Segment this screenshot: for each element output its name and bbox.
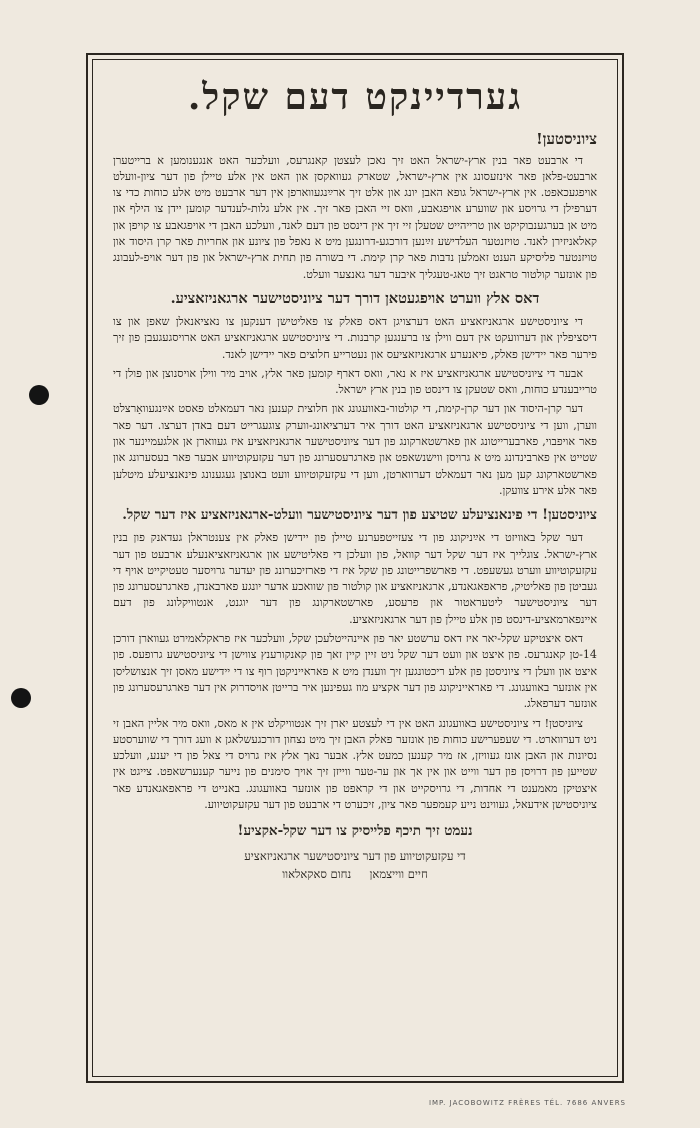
- printer-imprint: IMP. JACOBOWITZ FRÈRES TÉL. 7686 ANVERS: [428, 1099, 626, 1107]
- call-to-action: נעמט זיך תיכף פלייסיק צו דער שקל-אקציע!: [237, 823, 473, 840]
- document-frame: [86, 53, 624, 1083]
- section-heading: דאס אלץ ווערט אויפגעטאן דורך דער ציוניסטישער ארגאניזאציע.: [170, 289, 540, 307]
- punch-hole: [11, 688, 31, 708]
- paragraph: דאס איצטיקע שקל-יאר איז דאס ערשטע יאר פון איינהייטלעכן שקל, וועלכער איז פראקלאמירט געווארן דורכן 14-טן קאנגרעס. פון איצט און וועט דער שקל ניט זיין קיין זאך פון קאנקורענץ צווישן די ציוניסטישע גרופעס. פון איצט און וועלן די ציוניסטן פון אלע ריכטונגען זיך ווענדן מיט א פאראייניקטן רוף צו די יידישע מאסן זיך אנצושליסן אין אונזער באוועגונג. די פאראייניקונג פון דער אקציע מוז געפינען איר ברייטן אויסדרוק אין דער פארגרעסערונג פון אונזער דערפאלג.: [113, 632, 597, 711]
- signature-names: חיים ווייצמאן נחום סאקאלאוו: [282, 867, 428, 882]
- paragraph: דער שקל באוויזט די אײַניקונג פון די צעזייטפערנע טיילן פון יידישן פאלק אין צענטראלן געדאנק פון בנין ארץ-ישראל. צוגלייך איז דער שקל דער קוואל, פון וועלכן די פאליטישע און ארגאניזאציאנעלע ארבעט פון דער עקזעקוטיווע ווערט געשעפט. די פארשפרייטונג פון שקל איז די פארזיכערונג פון יעדער גרויסער טעטיקייט אויף די געביטן פון פאליטיק, פראפאגאנדע, ארגאניזאציע און קולטור פון שוואכע אדער יונגע פארבאנדן, פארגרעסערונג פון דער ציוניסטישער ליטעראטור און פרעסע, פארשטארקונג פון דער יוגנט, אנטוויקלונג פון דעם איינפארמאציע-דינסט פון אלע טיילן פון דער ארגאניזאציע.: [113, 531, 597, 626]
- paragraph: די ארבעט פאר בנין ארץ-ישראל האט זיך נאכן לעצטן קאנגרעס, וועלכער האט אנגענומען א ברייטערן ארבעט-פלאן פאר אינזעסונג אין ארץ-ישראל, שטארק געוואקסן און האט אין אלע טיילן פון דער ציון-וועלט אויפגעכאפט. אין ארץ-ישראל גופא האבן יונג און אלט זיך ארײַנגעווארפן אין דער ארבעט מיט אלע כוחות כדי צו דערפילן די גרויסע און שווערע אויפגאבע, וואס זיי האבן פאר זיך. אין אלע גלות-לענדער קומען יידן צו הילף און מיט אן בערגענבוקיקט און טרייהייט שטעלן זיי זיך אין דינסט פון דעם לאנד, וועלכע האבן די אויפגאבע צו קויפן און קאלאניזירן לאנד. טויזנטער העלדישע זײַנען דורכגע-דרונגען מיט א נאפל פון ציונע און אחריות פאר קרן היסוד און טויזנטער פליסיקע הענט זאמלען נדבות פאר קרן קימת. די בשורה פון תחית ארץ-ישראל און פון דער אויפ-לעבונג פון אונזער קולטור טראגט זיך טאג-טעגליך איבער דער גאנצער וועלט.: [113, 153, 597, 281]
- section-heading: ציוניסטען! די פינאנציעלע שטיצע פון דער ציוניסטישער וועלט-ארגאניזאציע איז דער שקל.: [122, 507, 597, 524]
- paragraph: ציוניסטן! די ציוניסטישע באוועגונג האט אין די לעצטע יארן זיך אנטוויקלט אין א מאס, וואס מיר אליין האבן זי ניט דערווארט. די שעפערישע כוחות פון אונזער פאלק האבן זיך מיט נצחון דורכגעשלאגן א וועג דורך די שווערסטע נסיונות און האבן אונז געוויזן, אז מיר קענען כמעט אלץ. אבער נאך אלץ איז גרויס די צאל פון די יענע, וועלכע שטייען פון דרויסן פון דער ווייט און אין אך און ער-טער ווייזן זיך אויך סימנים פון נייער קענערשאפט. צייגט אין איצטיקן מאמענט די אחדות, די גרויסקייט און די קראפט פון אונזער באוועגונג. באנייט די פראפאגאנדע פאר ציוניסטישן אידעאל, געווינט נייע קעמפער פאר ציון, זיכערט די ארבעט פון דער עקזעקוטיווע.: [113, 716, 597, 811]
- salutation: ציוניסטען!: [536, 129, 597, 148]
- punch-hole: [29, 385, 49, 405]
- paragraph: דער קרן-היסוד און דער קרן-קימת, די קולטור-באוועגונג און חלוצית קענען נאר דעמאלט פאסט אײַנגעוואָרצלט ווערן, ווען די ציוניסטישע ארגאניזאציע האט דורך איר דערציאונג-ווערק צוגעגרייט דעם באדן דערצו. דער פאר פאר אויפבוי, פארבערייטונג און פארשטארקונג פון דער ציוניסטישער ארגאניזאציע איז געווארן אן אלגעמיינער און שטייט אין פארבינדונג מיט א גרויסן ווישנשאפט און פארגרעסערונג פון דער עקזעקוטיווע אבער פאר בעסערונג און פארשטארקונג קען מען נאר דעמאלט דערווארטן, ווען די עקזעקוטיווע וועט באנוצן געגענונג פינאנציעלע מיטלען פאר אלע אירע צוועקן.: [113, 402, 597, 497]
- signature-organization: די עקזעקוטיווע פון דער ציוניסטישער ארגאניזאציע: [244, 849, 466, 864]
- paragraph: אבער די ציוניסטישע ארגאניזאציע איז א נאר, וואס דארף קומען פאר אלץ, אויב מיר ווילן אויסנוצן און פולן די טרייבענדע כוחות, וואס שטעקן צו דינסט פון בנין ארץ ישראל.: [113, 366, 597, 397]
- paragraph: די ציוניסטישע ארגאניזאציע האט דערצויגן דאס פאלק צו פאליטישן דענקען צו נאציאנאלן שאפן און צו דיסציפלין און דערוועקט אין דעם ווילן צו ברענגען קרבנות. די ציוניסטישע ארגאניזאציע האט ארויסגעגעבן פון זיך פירער פאר יידישן פאלק, פיאנערע ארגאניזאציעס און נעטרייע חלוצים פאר יידישן לאנד.: [113, 314, 597, 361]
- document-title: גערדיינקט דעם שקל.: [187, 76, 523, 118]
- document-inner-frame: [92, 59, 618, 1077]
